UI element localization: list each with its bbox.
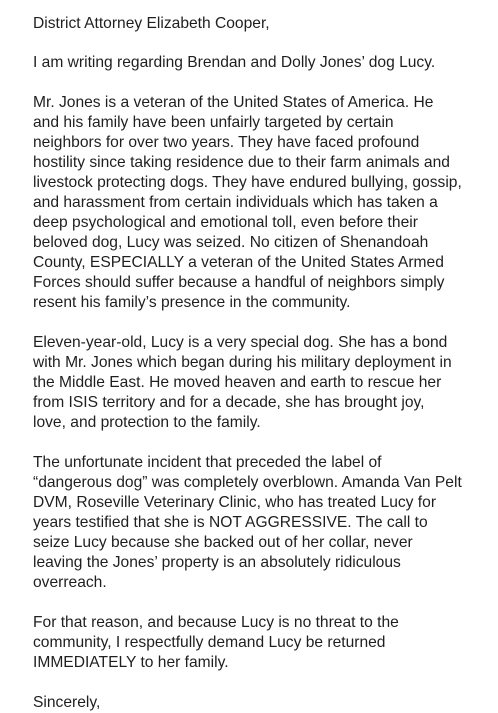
paragraph-line: years testified that she is NOT AGGRESSIVE. The call to: [33, 514, 428, 531]
closing: [33, 693, 488, 713]
salutation: [33, 14, 488, 34]
paragraph-line: seize Lucy because she backed out of her collar, never: [33, 534, 413, 551]
paragraph-line: Eleven-year-old, Lucy is a very special dog. She has a bond: [33, 334, 448, 351]
paragraph-incident: [33, 453, 488, 593]
paragraph-line: love, and protection to the family.: [33, 414, 261, 431]
paragraph-veteran: [33, 93, 488, 313]
paragraph-line: with Mr. Jones which began during his military deployment in: [33, 354, 452, 371]
paragraph-line: “dangerous dog” was completely overblown. Amanda Van Pelt: [33, 474, 462, 491]
paragraph-line: deep psychological and emotional toll, even before their: [33, 214, 418, 231]
paragraph-lucy: [33, 333, 488, 433]
intro-line: I am writing regarding Brendan and Dolly Jones’ dog Lucy.: [33, 54, 436, 71]
paragraph-line: neighbors for over two years. They have faced profound: [33, 134, 420, 151]
closing-line: Sincerely,: [33, 694, 101, 711]
paragraph-line: resent his family’s presence in the community.: [33, 294, 351, 311]
paragraph-line: the Middle East. He moved heaven and earth to rescue her: [33, 374, 442, 391]
intro-paragraph: [33, 53, 488, 73]
paragraph-line: hostility since taking residence due to their farm animals and: [33, 154, 450, 171]
paragraph-line: County, ESPECIALLY a veteran of the United States Armed: [33, 254, 444, 271]
paragraph-line: livestock protecting dogs. They have endured bullying, gossip,: [33, 174, 462, 191]
paragraph-line: IMMEDIATELY to her family.: [33, 654, 229, 671]
salutation-line: District Attorney Elizabeth Cooper,: [33, 15, 270, 32]
paragraph-line: overreach.: [33, 574, 107, 591]
paragraph-line: community, I respectfully demand Lucy be returned: [33, 634, 386, 651]
paragraph-demand: [33, 613, 488, 673]
paragraph-line: from ISIS territory and for a decade, she has brought joy,: [33, 394, 425, 411]
paragraph-line: and harassment from certain individuals which has taken a: [33, 194, 438, 211]
paragraph-line: Forces should suffer because a handful of neighbors simply: [33, 274, 445, 291]
paragraph-line: For that reason, and because Lucy is no threat to the: [33, 614, 399, 631]
paragraph-line: beloved dog, Lucy was seized. No citizen of Shenandoah: [33, 234, 429, 251]
paragraph-line: leaving the Jones’ property is an absolutely ridiculous: [33, 554, 401, 571]
paragraph-line: Mr. Jones is a veteran of the United States of America. He: [33, 94, 434, 111]
paragraph-line: The unfortunate incident that preceded the label of: [33, 454, 382, 471]
paragraph-line: DVM, Roseville Veterinary Clinic, who has treated Lucy for: [33, 494, 437, 511]
paragraph-line: and his family have been unfairly targeted by certain: [33, 114, 394, 131]
